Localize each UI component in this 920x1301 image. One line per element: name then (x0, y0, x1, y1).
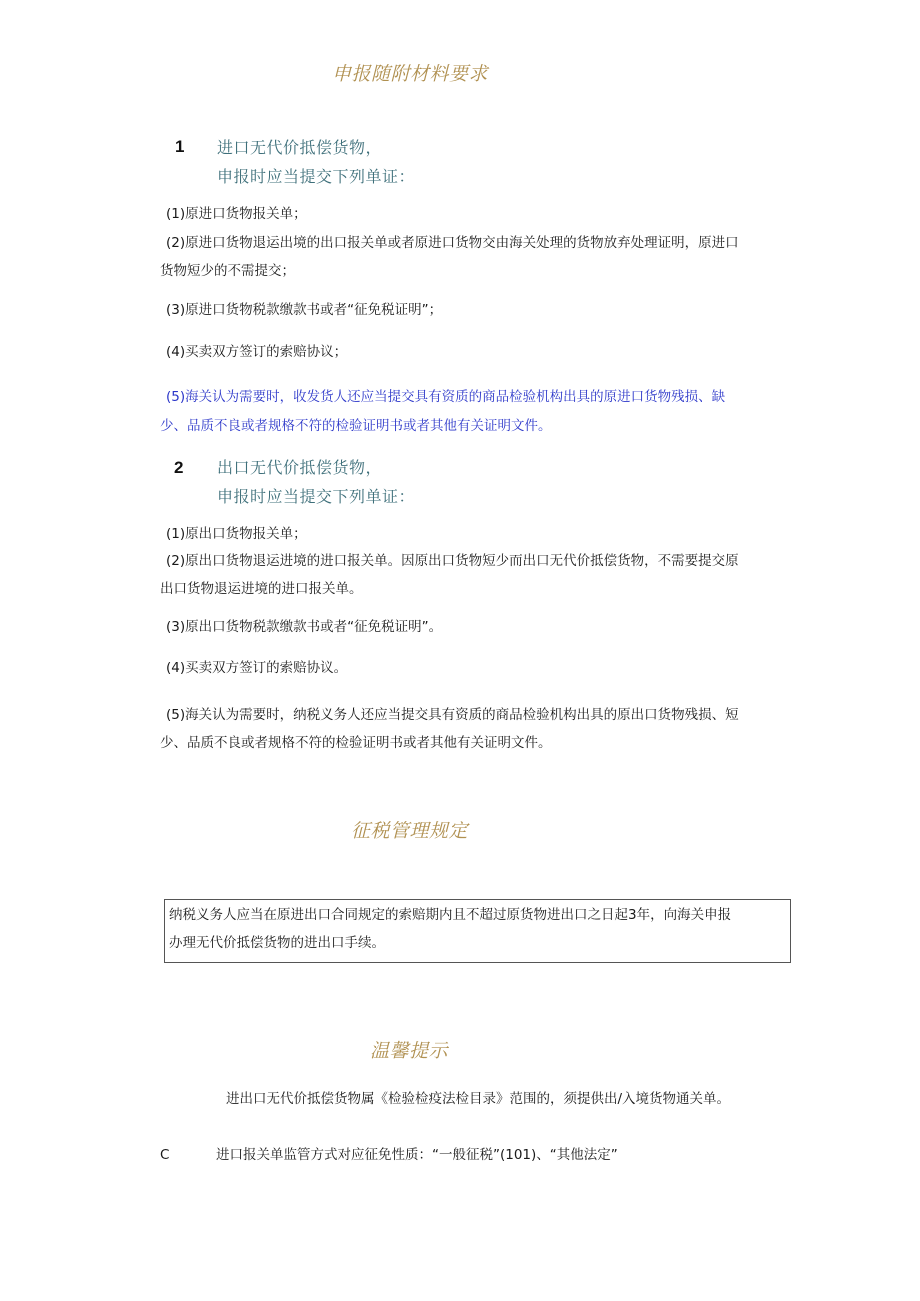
part1-item-5-line1: (5)海关认为需要时，收发货人还应当提交具有资质的商品检验机构出具的原进口货物残损、缺 (166, 389, 726, 405)
part2-item-4: (4)买卖双方签订的索赔协议。 (166, 660, 348, 676)
tax-rule-line1: 纳税义务人应当在原进出口合同规定的索赔期内且不超过原货物进出口之日起3年，向海关申报 (169, 907, 732, 923)
part1-item-5-line2: 少、品质不良或者规格不符的检验证明书或者其他有关证明文件。 (160, 418, 552, 434)
section-title-declaration-materials: 申报随附材料要求 (332, 63, 489, 85)
tax-rule-line2: 办理无代价抵偿货物的进出口手续。 (169, 935, 385, 951)
part1-item-4: (4)买卖双方签订的索赔协议； (166, 344, 348, 360)
part2-subtitle-line2: 申报时应当提交下列单证： (217, 487, 416, 506)
tip2-marker: C (160, 1147, 170, 1163)
part1-subtitle-line2: 申报时应当提交下列单证： (217, 167, 416, 186)
part1-subtitle-line1: 进口无代价抵偿货物， (217, 138, 383, 157)
section-title-tax-management: 征税管理规定 (351, 820, 469, 842)
part1-item-2-line1: (2)原进口货物退运出境的出口报关单或者原进口货物交由海关处理的货物放弃处理证明，原进口 (166, 235, 739, 251)
part2-subtitle-line1: 出口无代价抵偿货物， (217, 458, 383, 477)
part2-item-3: (3)原出口货物税款缴款书或者“征免税证明”。 (166, 619, 443, 635)
section-title-tips: 温馨提示 (370, 1040, 449, 1062)
part1-item-3: (3)原进口货物税款缴款书或者“征免税证明”； (166, 302, 443, 318)
part2-item-5-line2: 少、品质不良或者规格不符的检验证明书或者其他有关证明文件。 (160, 735, 552, 751)
part-number-1: 1 (175, 137, 185, 156)
part2-item-5-line1: (5)海关认为需要时，纳税义务人还应当提交具有资质的商品检验机构出具的原出口货物残损、短 (166, 707, 739, 723)
tip-inspection-certificate: 进出口无代价抵偿货物属《检验检疫法检目录》范围的，须提供出/入境货物通关单。 (226, 1091, 731, 1107)
part1-item-2-line2: 货物短少的不需提交； (160, 263, 295, 279)
tip-supervision-mode: 进口报关单监管方式对应征免性质：“一般征税”(101)、“其他法定” (216, 1147, 618, 1163)
part2-item-1: (1)原出口货物报关单； (166, 526, 307, 542)
part-number-2: 2 (174, 458, 184, 477)
part1-item-1: (1)原进口货物报关单； (166, 206, 307, 222)
part2-item-2-line1: (2)原出口货物退运进境的进口报关单。因原出口货物短少而出口无代价抵偿货物，不需要提交原 (166, 553, 739, 569)
tax-rule-box (164, 899, 791, 963)
part2-item-2-line2: 出口货物退运进境的进口报关单。 (160, 581, 363, 597)
